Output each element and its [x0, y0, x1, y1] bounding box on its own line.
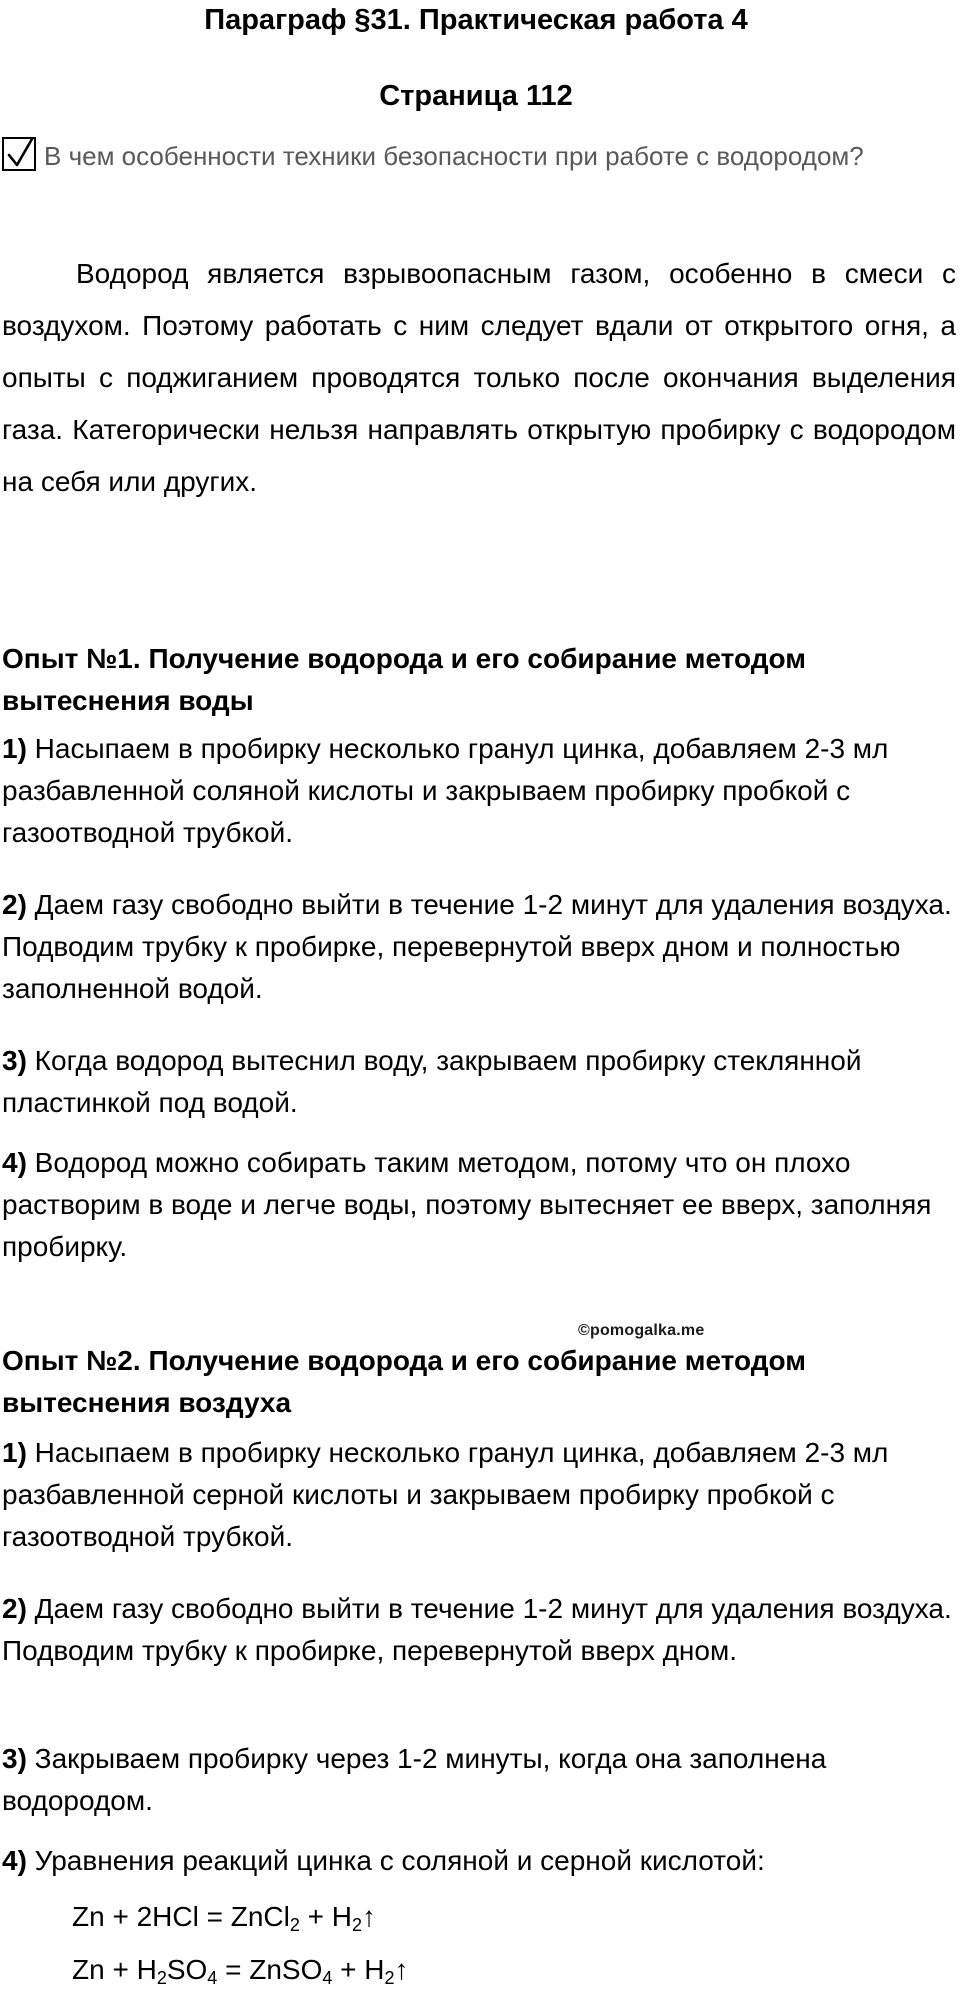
- page-number-title: Страница 112: [379, 80, 573, 112]
- step-text: Насыпаем в пробирку несколько гранул цинка, добавляем 2-3 мл разбавленной серной кислоты и закрываем пробирку пробкой с газоотводной трубкой.: [2, 1437, 889, 1552]
- experiment-1-step: [2, 1040, 956, 1124]
- step-number: 4): [2, 1147, 27, 1178]
- step-number: 3): [2, 1743, 27, 1774]
- eq-part: Zn + 2HCl = ZnCl: [72, 1901, 290, 1932]
- equation-zinc-h2so4: [72, 1950, 409, 1990]
- experiment-2-step: [2, 1738, 956, 1822]
- step-text: Когда водород вытеснил воду, закрываем пробирку стеклянной пластинкой под водой.: [2, 1045, 862, 1118]
- experiment-2-step: [2, 1432, 956, 1558]
- experiment-1-step: [2, 884, 956, 1010]
- checkbox-checked-icon: [2, 137, 36, 171]
- step-number: 2): [2, 889, 27, 920]
- eq-part: Zn + H: [72, 1954, 157, 1985]
- experiment-1-step: [2, 1142, 956, 1268]
- step-number: 1): [2, 733, 27, 764]
- eq-part: + H: [299, 1901, 353, 1932]
- step-number: 1): [2, 1437, 27, 1468]
- step-number: 4): [2, 1845, 27, 1876]
- eq-subscript: 2: [384, 1968, 395, 1988]
- eq-part: = ZnSO: [217, 1954, 323, 1985]
- step-text: Уравнения реакций цинка с соляной и серной кислотой:: [26, 1845, 765, 1876]
- eq-subscript: 2: [156, 1968, 167, 1988]
- paragraph-title: Параграф §31. Практическая работа 4: [204, 4, 748, 36]
- step-number: 3): [2, 1045, 27, 1076]
- step-text: Даем газу свободно выйти в течение 1-2 минут для удаления воздуха. Подводим трубку к пробирке, перевернутой вверх дном.: [2, 1593, 952, 1666]
- question-block: [2, 134, 932, 178]
- step-text: Закрываем пробирку через 1-2 минуты, когда она заполнена водородом.: [2, 1743, 827, 1816]
- experiment-2-step: [2, 1588, 956, 1672]
- experiment-1-title: Опыт №1. Получение водорода и его собирание методом вытеснения воды: [2, 643, 806, 716]
- step-text: Водород можно собирать таким методом, потому что он плохо растворим в воде и легче воды, поэтому вытесняет ее вверх, заполняя пробирку.: [2, 1147, 932, 1262]
- step-text: Даем газу свободно выйти в течение 1-2 минут для удаления воздуха. Подводим трубку к пробирке, перевернутой вверх дном и полностью заполненной водой.: [2, 889, 952, 1004]
- watermark: ©pomogalka.me: [578, 1322, 705, 1339]
- eq-part: + H: [332, 1954, 385, 1985]
- equation-zinc-hcl: [72, 1897, 376, 1937]
- answer-paragraph: Водород является взрывоопасным газом, особенно в смеси с воздухом. Поэтому работать с ним следует вдали от открытого огня, а опыты с поджиганием проводятся только после окончания выделения газа. Категорически нельзя направлять открытую пробирку с водородом на себя или других.: [2, 258, 956, 497]
- question-text: В чем особенности техники безопасности при работе с водородом?: [44, 141, 864, 171]
- eq-subscript: 2: [289, 1915, 300, 1935]
- experiment-2-title: Опыт №2. Получение водорода и его собирание методом вытеснения воздуха: [2, 1345, 806, 1418]
- eq-subscript: 4: [207, 1968, 218, 1988]
- gas-arrow-icon: ↑: [362, 1901, 377, 1932]
- eq-part: SO: [166, 1954, 208, 1985]
- eq-subscript: 2: [352, 1915, 363, 1935]
- experiment-1-step: [2, 728, 956, 854]
- eq-subscript: 4: [322, 1968, 333, 1988]
- gas-arrow-icon: ↑: [394, 1954, 409, 1985]
- experiment-2-step: [2, 1840, 956, 1882]
- step-text: Насыпаем в пробирку несколько гранул цинка, добавляем 2-3 мл разбавленной соляной кислоты и закрываем пробирку пробкой с газоотводной трубкой.: [2, 733, 889, 848]
- step-number: 2): [2, 1593, 27, 1624]
